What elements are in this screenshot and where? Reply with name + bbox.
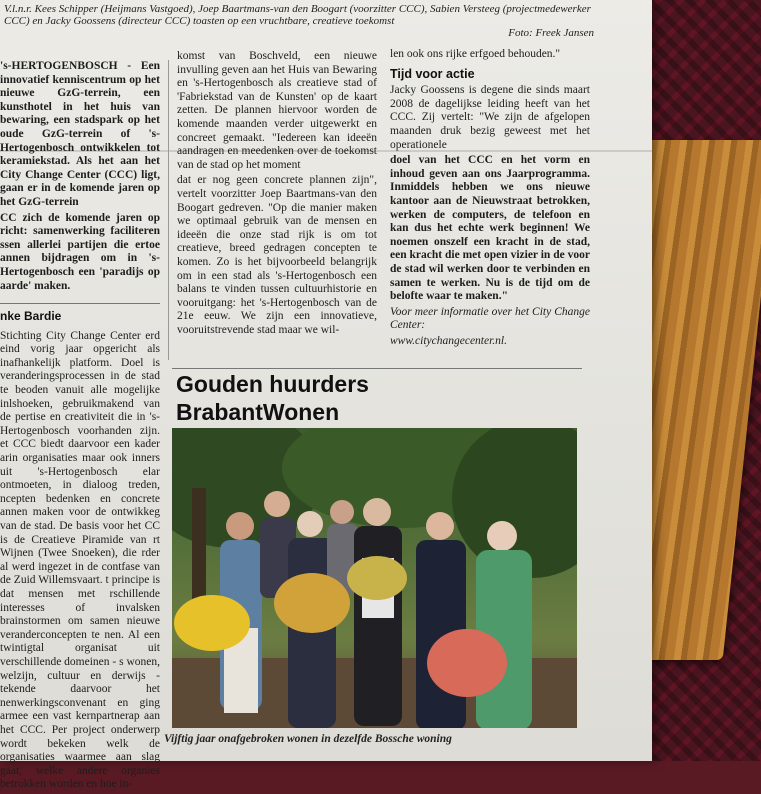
website-url: www.citychangecenter.nl. xyxy=(390,334,507,347)
author-byline: nke Bardie xyxy=(0,303,160,324)
photo-credit: Foto: Freek Jansen xyxy=(508,27,594,39)
right-paragraph-2: Jacky Goossens is degene die sinds maart 2008 de dagelijkse leiding heeft van het CCC. Zij vertelt: "We zijn de afgelopen maanden druk bezig geweest met het operationele xyxy=(390,84,590,151)
right-paragraph-1: len ook ons rijke erfgoed behouden." xyxy=(390,48,561,60)
left-body-text: Stichting City Change Center erd eind vorig jaar opgericht als inafhankelijk platform. Doel is veranderingsprocessen in de stad te beoden vanuit alle mogelijke inlshoeken, gebruikmakend van de pertise en creativiteit die in 's-Hertogenbosch voorhanden zijn. et CCC biedt daarvoor een kader arin organisaties maar ook inners uit 's-Hertogenbosch elar ontmoeten, in dialoog treden, ncepten bedenken en concrete annen maken voor de ontwikkeg van de stad. De basis voor het CC is de Creatieve Piramide van rt Wijnen (Twee Snoeken), die rder al werd ingezet in de contfase van de Zuid Willemsvaart. t principe is dat mensen met rschillende interesses of invalsken brainstormen om samen nieuwe veranderconcepten te nen. Al een twintigtal organisat uit verschillende domeinen - s wonen, welzijn, cultuur en derwijs - tekende daarvoor het nenwerkingsconvenant en ging armee een vast kernpartnerap aan het CCC. Per project onderwerp wordt bekeken welk de organisaties waarmee aan slag gaat, welke andere organies betrokken worden en hoe in- xyxy=(0,329,160,791)
subheading-tijd-voor-actie: Tijd voor actie xyxy=(390,66,475,81)
headline-line-1: Gouden huurders xyxy=(176,371,369,397)
column-divider xyxy=(168,60,169,360)
headline-line-2: BrabantWonen xyxy=(176,399,340,425)
section-divider xyxy=(172,368,582,369)
intro-lead: 's-HERTOGENBOSCH - Een innovatief kenniscentrum op het nieuwe GzG-terrein, een kunsthotel in het huis van bewaring, een stadspark op het oude GzG-terrein of 's-Hertogenbosch ontwikkelen tot keramiekstad. Als het aan het City Change Center (CCC) ligt, gaan er in de komende jaren op het GzG-terrein xyxy=(0,60,160,208)
intro-lead-continued: CC zich de komende jaren op richt: samenwerking faciliteren ssen allerlei partijen die ertoe annen bijdragen om in 's-Hertogenbosch een 'paradijs op aarde' maken. xyxy=(0,211,160,292)
top-photo-caption xyxy=(4,3,594,39)
group-photo xyxy=(172,428,577,728)
more-info-text: Voor meer informatie over het City Change Center: xyxy=(390,305,590,332)
article-headline xyxy=(176,370,596,426)
middle-paragraph-1: komst van Boschveld, een nieuwe invulling geven aan het Huis van Bewaring en 's-Hertogenbosch als creatieve stad of 'Fabriekstad van de Kunsten' op de kaart zetten. De plannen hiervoor worden de komende maanden verder uitgewerkt en concreet gemaakt. "Iedereen kan ideeën aandragen en meedenken over de toekomst van de stad op het moment xyxy=(177,50,377,171)
middle-paragraph-2: dat er nog geen concrete plannen zijn", vertelt voorzitter Joep Baartmans-van den Boogart gedreven. "Op die manier maken we optimaal gebruik van de mensen en ideeën die onze stad rijk is om tot creatieve, breed gedragen concepten te komen. Zo is het bijvoorbeeld belangrijk om in een stad als 's-Hertogenbosch een balans te vinden tussen cultuurhistorie en vooruitgang: het 's-Hertogenbosch van de 21e eeuw. We zijn een innovatieve, vooruitstrevende stad maar we wil- xyxy=(177,174,377,336)
top-caption-text: V.l.n.r. Kees Schipper (Heijmans Vastgoed), Joep Baartmans-van den Boogart (voorzitter CCC), Sabien Versteeg (projectmedewerker CCC) en Jacky Goossens (directeur CCC) toasten op een vruchtbare, creatieve toekomst xyxy=(4,3,591,27)
right-paragraph-3: doel van het CCC en het vorm en inhoud geven aan ons Jaarprogramma. Inmiddels hebben we ons nieuwe kantoor aan de Nieuwstraat betrokken, werken de computers, de telefoon en kan dus het echte werk beginnen! We noemen onszelf een kracht in de stad, een kracht die met open vizier in de voor de stad wil werken door te verbinden en samen te werken. Nu is de tijd om de belofte waar te maken." xyxy=(390,154,590,303)
group-photo-illustration xyxy=(172,428,577,728)
right-column xyxy=(390,48,590,350)
photo-caption: Vijftig jaar onafgebroken wonen in dezelfde Bossche woning xyxy=(164,733,452,745)
middle-column xyxy=(177,50,377,339)
left-column xyxy=(0,60,160,794)
